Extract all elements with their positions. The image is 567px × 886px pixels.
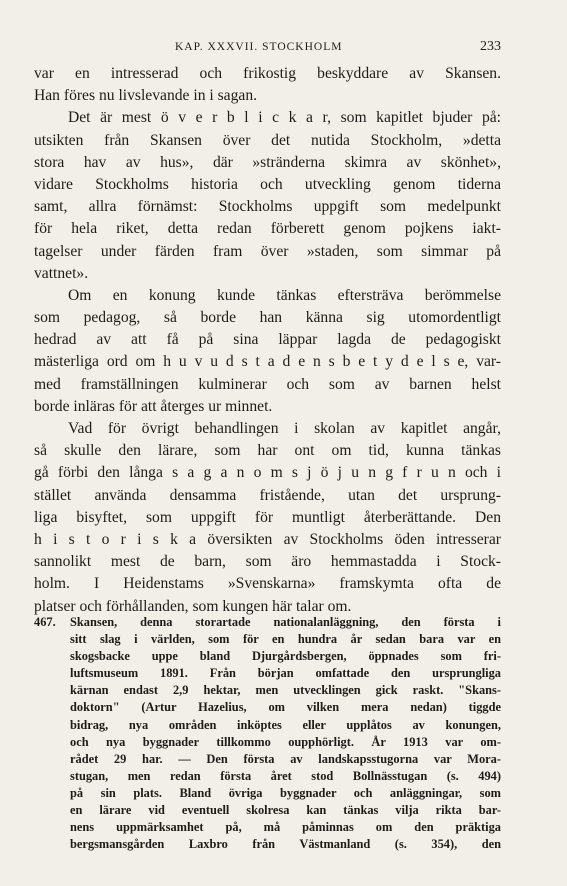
text-line: Det är mest ö v e r b l i c k a r, som kapitlet bjuder på: — [68, 109, 501, 127]
text-line: som pedagog, så borde han känna sig utomordentligt — [34, 309, 501, 327]
footnote-line: en lärare vid eventuell skolresa kan tänkas vilja rikta bar- — [70, 803, 501, 818]
footnote — [34, 614, 501, 853]
footnote-line: doktorn" (Artur Hazelius, om vilken mera nedan) tiggde — [70, 700, 501, 715]
text-line: borde inläras för att återges ur minnet. — [34, 397, 273, 415]
footnote-line: sitt slag i världen, som för en hundra år sedan bara var en — [70, 632, 501, 647]
text-line: vidare Stockholms historia och utveckling genom tiderna — [34, 175, 501, 193]
text-line: var en intresserad och frikostig beskyddare av Skansen. — [34, 65, 501, 82]
footnote-line: skogsbacke uppe bland Djurgårdsbergen, öppnades som fri- — [70, 649, 501, 664]
text-line: så skulle den lärare, som har ont om tid, kunna tänkas — [34, 442, 501, 460]
text-line: tagelser under färden fram över »staden, som simmar på — [34, 242, 501, 260]
footnote-line: på sin plats. Bland övriga byggnader och anläggningar, som — [70, 785, 501, 800]
text-line: holm. I Heidenstams »Svenskarna» framskymta ofta de — [34, 575, 501, 593]
text-line: liga bisyftet, som uppgift för muntligt återberättande. Den — [34, 508, 501, 526]
text-line: för hela riket, detta redan förberett genom pojkens iakt- — [34, 220, 501, 238]
footnote-line: luftsmuseum 1891. Från början omfattade den ursprungliga — [70, 666, 501, 681]
body-text — [34, 63, 501, 618]
text-line: sannolikt mest de barn, som äro hemmastadda i Stock- — [34, 553, 501, 571]
page-header — [0, 38, 567, 56]
footnote-line — [34, 614, 501, 631]
text-line: Han föres nu livslevande in i sagan. — [34, 87, 258, 105]
text-line: gå förbi den långa s a g a n o m s j ö j u n g f r u n och i — [34, 464, 501, 482]
text-line: med framställningen kulminerar och som av barnen helst — [34, 375, 501, 393]
text-line: Om en konung kunde tänkas eftersträva berömmelse — [68, 286, 501, 304]
text-line: vattnet». — [34, 264, 89, 282]
text-line: stället använda densamma fristående, utan det ursprung- — [34, 486, 501, 504]
text-line: Vad för övrigt behandlingen i skolan av kapitlet angår, — [68, 420, 501, 437]
footnote-line: kärnan endast 2,9 hektar, men utvecklingen gick raskt. "Skans- — [70, 683, 501, 698]
text-line: h i s t o r i s k a översikten av Stockholms öden intresserar — [34, 530, 501, 548]
text-line: samt, allra förnämst: Stockholms uppgift som medelpunkt — [34, 198, 501, 216]
text-line: utsikten från Skansen över det nutida Stockholm, »detta — [34, 131, 501, 149]
footnote-line: stugan, men redan första året stod Bollnässtugan (s. 494) — [70, 768, 501, 783]
footnote-line-text: Skansen, denna storartade nationalanläggning, den första i — [70, 615, 501, 629]
footnote-line: bidrag, nya områden inköptes eller upplåtos av konungen, — [70, 717, 501, 732]
text-line: stora hav av hus», där »stränderna skimra av skönhet», — [34, 153, 501, 171]
footnote-line: nens uppmärksamhet på, må påminnas om den präktiga — [70, 820, 501, 835]
footnote-line: bergsmansgården Laxbro från Västmanland (s. 354), den — [70, 837, 501, 852]
footnote-line: rådet 29 har. — Den första av landskapsstugorna var Mora- — [70, 751, 501, 766]
text-line: platser och förhållanden, som kungen här talar om. — [34, 597, 352, 615]
footnote-number: 467. — [34, 615, 56, 629]
running-head: KAP. XXXVII. STOCKHOLM — [175, 41, 343, 53]
text-line: hedrad av att få på sina läppar lagda de pedagogiskt — [34, 331, 501, 349]
page-number: 233 — [480, 39, 501, 54]
text-line: mästerliga ord om h u v u d s t a d e n s b e t y d e l s e, var- — [34, 353, 501, 371]
footnote-line: och nya byggnader tillkommo oupphörligt. År 1913 var om- — [70, 734, 501, 749]
